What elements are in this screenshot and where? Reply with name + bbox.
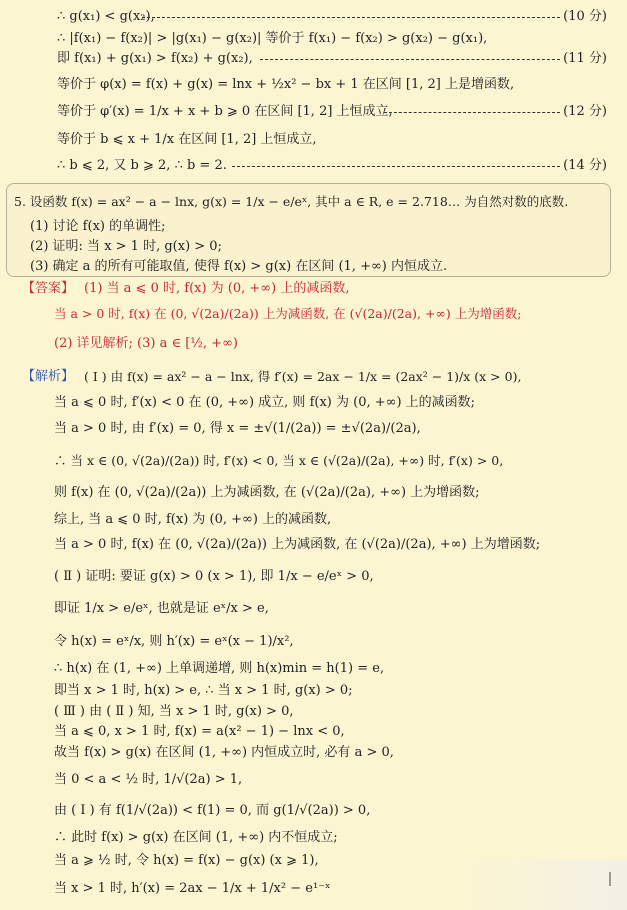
solution-line: ∴ b ⩽ 2, 又 b ⩾ 2, ∴ b = 2. xyxy=(57,158,227,173)
analysis-line: 综上, 当 a ⩽ 0 时, f(x) 为 (0, +∞) 上的减函数, xyxy=(54,512,332,527)
score-label: (10 分) xyxy=(563,9,607,24)
score-label: (12 分) xyxy=(563,104,607,119)
score-leader xyxy=(384,112,560,113)
problem-stem: 5. 设函数 f(x) = ax² − a − lnx, g(x) = 1/x − e/eˣ, 其中 a ∈ R, e = 2.718… 为自然对数的底数. xyxy=(14,194,569,209)
problem-part: (2) 证明: 当 x > 1 时, g(x) > 0; xyxy=(30,239,222,254)
score-leader xyxy=(260,59,560,60)
solution-line: 即 f(x₁) + g(x₁) > f(x₂) + g(x₂), xyxy=(57,51,253,66)
answer-tag: 【答案】 xyxy=(22,281,75,296)
analysis-line: 当 a > 0 时, f(x) 在 (0, √(2a)/(2a)) 上为减函数, 在 (√(2a)/(2a), +∞) 上为增函数; xyxy=(54,537,541,552)
score-label: (14 分) xyxy=(563,158,607,173)
analysis-line: 则 f(x) 在 (0, √(2a)/(2a)) 上为减函数, 在 (√(2a)/(2a), +∞) 上为增函数; xyxy=(54,485,480,500)
score-label: (11 分) xyxy=(563,51,607,66)
solution-line: ∴ g(x₁) < g(x₂), xyxy=(57,9,155,24)
solution-line: 等价于 φ(x) = f(x) + g(x) = lnx + ½x² − bx + 1 在区间 [1, 2] 上是增函数, xyxy=(57,77,515,92)
analysis-line: 令 h(x) = eˣ/x, 则 h′(x) = eˣ(x − 1)/x², xyxy=(54,634,294,649)
answer-line: (2) 详见解析; (3) a ∈ [½, +∞) xyxy=(54,336,238,351)
analysis-line: 当 a > 0 时, 由 f′(x) = 0, 得 x = ±√(1/(2a)) = ±√(2a)/(2a), xyxy=(54,421,421,436)
analysis-line: ( Ⅲ ) 由 ( Ⅱ ) 知, 当 x > 1 时, g(x) > 0, xyxy=(54,704,294,719)
analysis-line: 由 ( Ⅰ ) 有 f(1/√(2a)) < f(1) = 0, 而 g(1/√(2a)) > 0, xyxy=(54,803,371,818)
solution-line: ∴ |f(x₁) − f(x₂)| > |g(x₁) − g(x₂)| 等价于 f(x₁) − f(x₂) > g(x₂) − g(x₁), xyxy=(57,31,488,46)
analysis-line: 故当 f(x) > g(x) 在区间 (1, +∞) 内恒成立时, 必有 a > 0, xyxy=(54,745,394,760)
analysis-line: 当 a ⩽ 0, x > 1 时, f(x) = a(x² − 1) − lnx < 0, xyxy=(54,724,345,739)
analysis-line: ∴ 当 x ∈ (0, √(2a)/(2a)) 时, f′(x) < 0, 当 x ∈ (√(2a)/(2a), +∞) 时, f′(x) > 0, xyxy=(54,453,504,468)
problem-part: (1) 讨论 f(x) 的单调性; xyxy=(30,219,166,234)
analysis-line: 当 0 < a < ½ 时, 1/√(2a) > 1, xyxy=(54,772,243,787)
analysis-line: 当 a ⩾ ½ 时, 令 h(x) = f(x) − g(x) (x ⩾ 1), xyxy=(54,853,319,868)
analysis-line: ( Ⅰ ) 由 f(x) = ax² − a − lnx, 得 f′(x) = 2ax − 1/x = (2ax² − 1)/x (x > 0), xyxy=(84,369,522,384)
analysis-line: ( Ⅱ ) 证明: 要证 g(x) > 0 (x > 1), 即 1/x − e/eˣ > 0, xyxy=(54,569,374,584)
analysis-line: 当 x > 1 时, h′(x) = 2ax − 1/x + 1/x² − e¹⁻ˣ xyxy=(54,881,331,896)
analysis-line: 当 a ⩽ 0 时, f′(x) < 0 在 (0, +∞) 成立, 则 f(x) 为 (0, +∞) 上的减函数; xyxy=(54,395,476,410)
analysis-line: 即证 1/x > e/eˣ, 也就是证 eˣ/x > e, xyxy=(54,601,269,616)
problem-part: (3) 确定 a 的所有可能取值, 使得 f(x) > g(x) 在区间 (1, +∞) 内恒成立. xyxy=(30,259,448,274)
analysis-line: ∴ h(x) 在 (1, +∞) 上单调递增, 则 h(x)min = h(1) = e, xyxy=(54,661,385,676)
score-leader xyxy=(142,17,560,18)
solution-line: 等价于 b ⩽ x + 1/x 在区间 [1, 2] 上恒成立, xyxy=(57,132,317,147)
analysis-line: ∴ 此时 f(x) > g(x) 在区间 (1, +∞) 内不恒成立; xyxy=(54,830,338,845)
analysis-tag: 【解析】 xyxy=(22,369,75,384)
answer-line: (1) 当 a ⩽ 0 时, f(x) 为 (0, +∞) 上的减函数, xyxy=(84,281,350,296)
page-fade xyxy=(467,860,627,910)
analysis-line: 即当 x > 1 时, h(x) > e, ∴ 当 x > 1 时, g(x) > 0; xyxy=(54,683,353,698)
scroll-mark xyxy=(609,872,611,886)
score-leader xyxy=(232,166,560,167)
answer-line: 当 a > 0 时, f(x) 在 (0, √(2a)/(2a)) 上为减函数, 在 (√(2a)/(2a), +∞) 上为增函数; xyxy=(54,306,522,321)
solution-line: 等价于 φ′(x) = 1/x + x + b ⩾ 0 在区间 [1, 2] 上恒成立, xyxy=(57,104,393,119)
